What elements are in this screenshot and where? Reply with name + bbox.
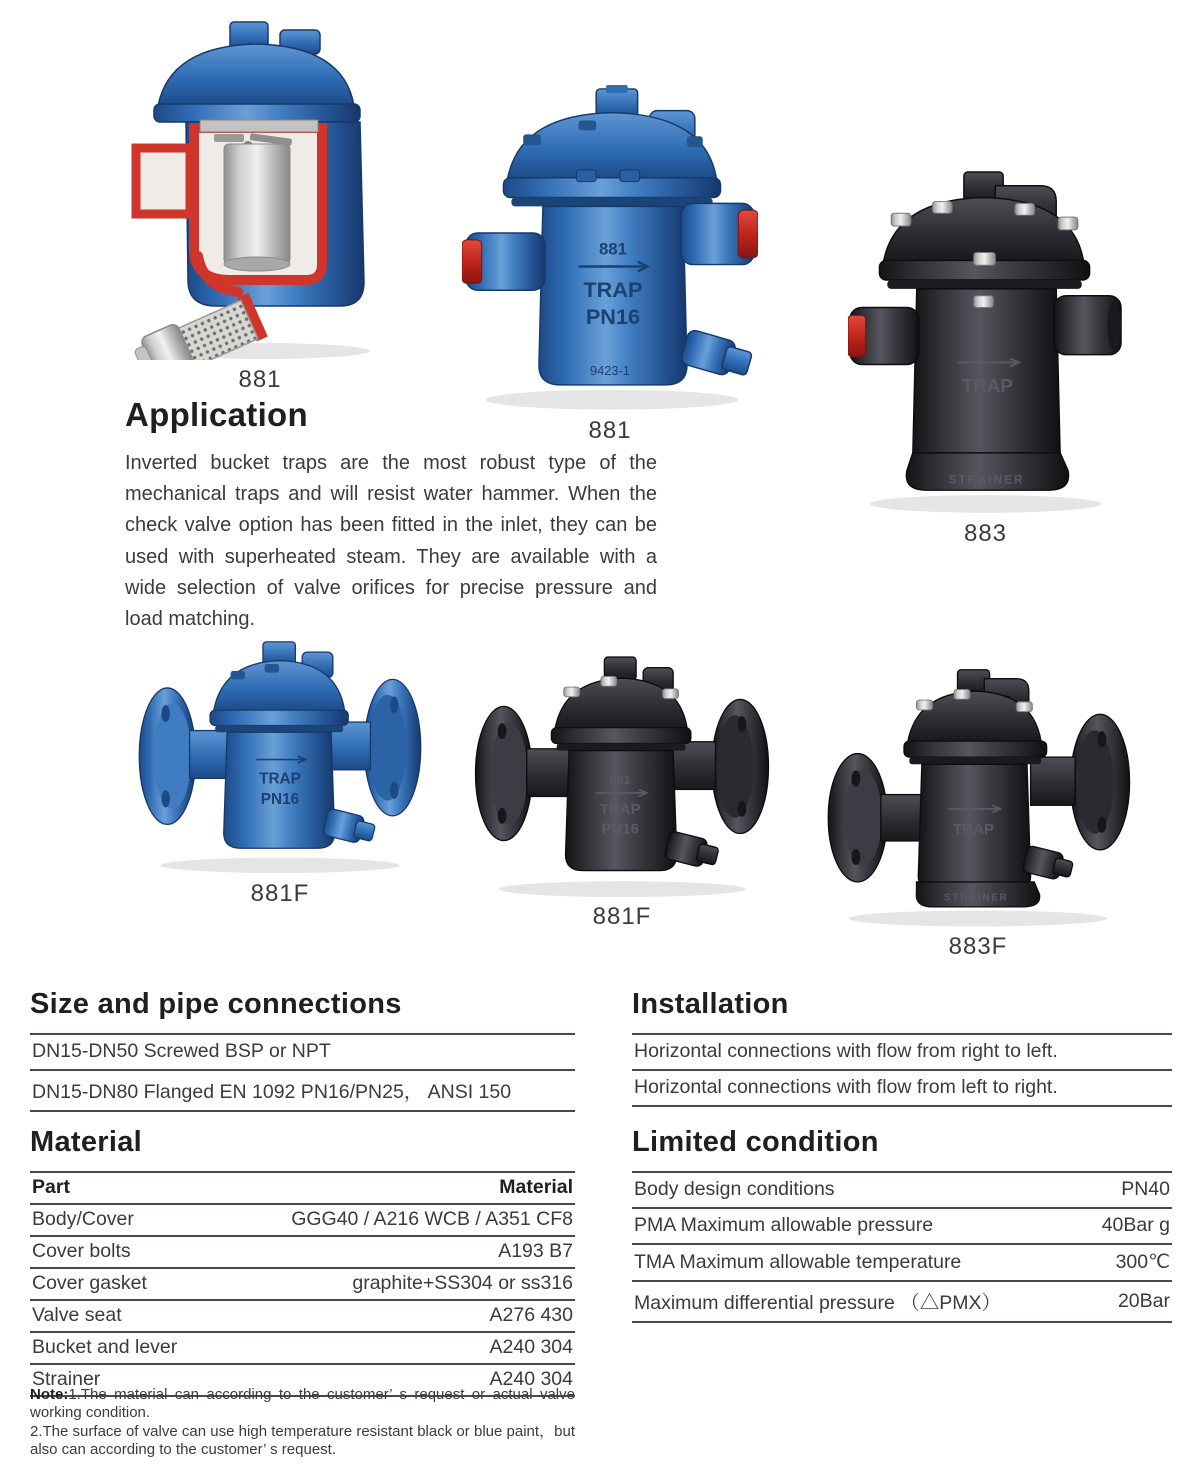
size-connections-title: Size and pipe connections [30, 988, 402, 1020]
material-part-3: Valve seat [30, 1300, 217, 1332]
table-row [30, 1204, 575, 1236]
table-row [632, 1244, 1172, 1281]
notes-block [30, 1386, 575, 1459]
cast-line1: TRAP [599, 801, 641, 819]
note-item-1: 1.The material can according to the customer’ s request or actual valve working condition. [30, 1386, 575, 1422]
material-table [30, 1171, 575, 1397]
product-label-881: 881 [588, 416, 632, 444]
valve-image-881f-blue [135, 618, 425, 874]
material-part-4: Bucket and lever [30, 1332, 217, 1364]
cast-bottom: STRAINER [948, 473, 1025, 487]
limited-value-3: 20Bar [1084, 1281, 1172, 1322]
material-value-3: A276 430 [217, 1300, 575, 1332]
material-value-4: A240 304 [217, 1332, 575, 1364]
material-title: Material [30, 1126, 142, 1158]
material-header-material: Material [217, 1172, 575, 1204]
installation-section [632, 988, 1172, 1107]
application-section [125, 396, 657, 635]
limited-value-0: PN40 [1084, 1172, 1172, 1208]
table-row [632, 1172, 1172, 1208]
size-connections-table [30, 1033, 575, 1112]
application-body: Inverted bucket traps are the most robust type of the mechanical traps and will resist water hammer. When the check valve option has been fitted in the inlet, they can be used with superheated steam. They are available with a wide selection of valve orifices for precise pressure and load matching. [125, 452, 657, 630]
cast-serial: 9423-1 [590, 363, 630, 379]
valve-image-881-cutaway [130, 20, 390, 360]
cast-line1: TRAP [962, 374, 1013, 396]
product-label-881f-black: 881F [592, 903, 652, 931]
product-label-883: 883 [963, 519, 1008, 547]
product-figure-881f-blue [135, 618, 425, 908]
limited-value-2: 300℃ [1084, 1244, 1172, 1281]
table-header-row [30, 1172, 575, 1204]
cast-line2: PN16 [585, 303, 641, 329]
product-label-881f-blue: 881F [250, 879, 310, 907]
table-row [632, 1034, 1172, 1070]
note-item-2: 2.The surface of valve can use high temperature resistant black or blue paint，but also can according to the customer’ s request. [30, 1422, 575, 1458]
application-title: Application [125, 396, 308, 433]
table-row [30, 1070, 575, 1111]
cast-model: 881 [609, 773, 631, 788]
material-value-5: A240 304 [217, 1364, 575, 1396]
size-connections-section [30, 988, 575, 1112]
limited-label-1: PMA Maximum allowable pressure [632, 1208, 1084, 1244]
table-row [30, 1236, 575, 1268]
material-part-5: Strainer [30, 1364, 217, 1396]
valve-image-883f [822, 668, 1134, 927]
cast-bottom: STRAINER [944, 892, 1009, 904]
size-row-1: DN15-DN80 Flanged EN 1092 PN16/PN25， ANSI 150 [30, 1070, 575, 1111]
material-section [30, 1126, 575, 1397]
product-label-881-cutaway: 881 [238, 366, 282, 393]
table-row [30, 1268, 575, 1300]
material-part-0: Body/Cover [30, 1204, 217, 1236]
limited-condition-title: Limited condition [632, 1126, 879, 1158]
table-row [632, 1070, 1172, 1106]
limited-label-0: Body design conditions [632, 1172, 1084, 1208]
limited-label-3: Maximum differential pressure （△PMX） [632, 1281, 1084, 1322]
product-figure-881-cutaway [130, 20, 390, 394]
valve-image-883 [848, 170, 1123, 514]
material-value-1: A193 B7 [217, 1236, 575, 1268]
valve-image-881f-black [472, 650, 772, 897]
installation-row-1: Horizontal connections with flow from left to right. [632, 1070, 1172, 1106]
table-row [30, 1034, 575, 1070]
cast-line1: TRAP [952, 820, 995, 838]
limited-label-2: TMA Maximum allowable temperature [632, 1244, 1084, 1281]
size-row-0: DN15-DN50 Screwed BSP or NPT [30, 1034, 575, 1070]
cast-line1: TRAP [259, 770, 301, 788]
table-row [30, 1332, 575, 1364]
table-row [632, 1281, 1172, 1322]
limited-value-1: 40Bar g [1084, 1208, 1172, 1244]
limited-condition-section [632, 1126, 1172, 1323]
note-line-2 [30, 1423, 575, 1460]
installation-table [632, 1033, 1172, 1107]
product-figure-881 [462, 85, 758, 445]
limited-condition-table [632, 1171, 1172, 1323]
material-part-2: Cover gasket [30, 1268, 217, 1300]
cast-model: 881 [598, 239, 627, 259]
product-label-883f: 883F [948, 932, 1008, 960]
note-line-1 [30, 1386, 575, 1423]
product-figure-883f [822, 668, 1134, 961]
cast-line2: PN16 [260, 790, 300, 808]
installation-title: Installation [632, 988, 789, 1020]
cast-line2: PN16 [601, 820, 639, 838]
valve-image-881 [462, 85, 758, 411]
material-header-part: Part [30, 1172, 217, 1204]
table-row [30, 1300, 575, 1332]
material-value-0: GGG40 / A216 WCB / A351 CF8 [217, 1204, 575, 1236]
note-prefix: Note: [30, 1386, 69, 1403]
material-value-2: graphite+SS304 or ss316 [217, 1268, 575, 1300]
product-figure-881f-black [472, 650, 772, 931]
table-row [632, 1208, 1172, 1244]
material-part-1: Cover bolts [30, 1236, 217, 1268]
product-figure-883 [848, 170, 1123, 548]
cast-line1: TRAP [583, 277, 643, 303]
installation-row-0: Horizontal connections with flow from right to left. [632, 1034, 1172, 1070]
